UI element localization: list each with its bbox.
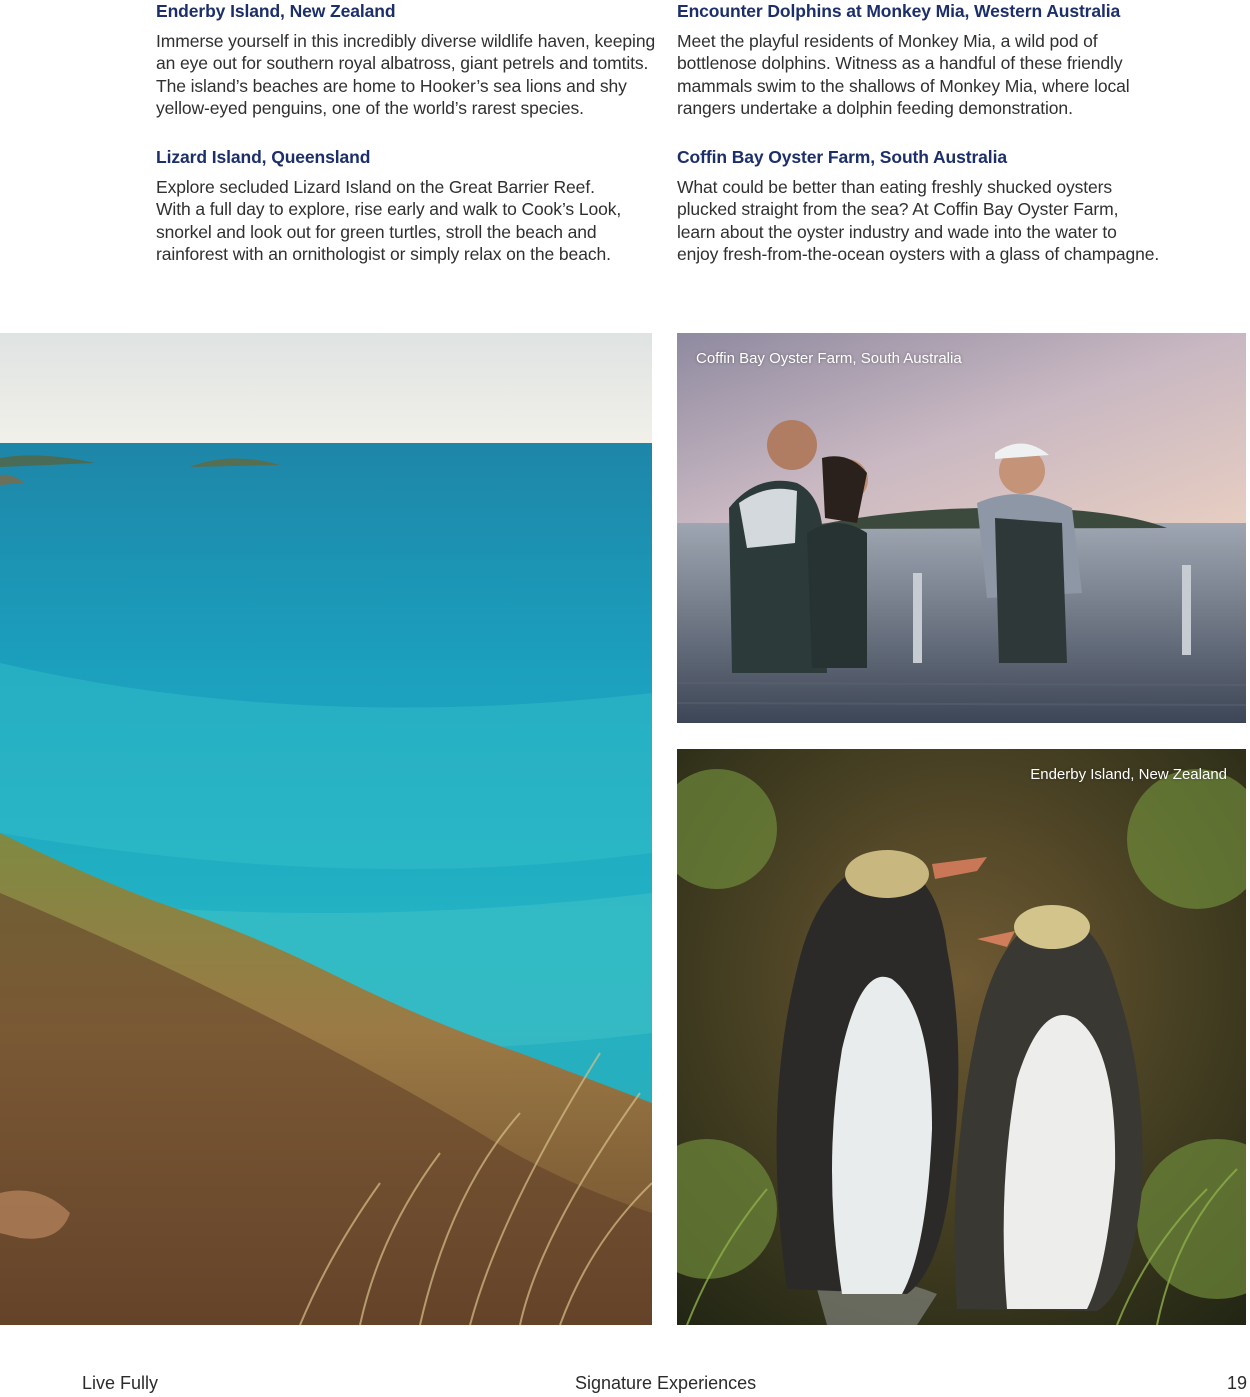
body-line: Meet the playful residents of Monkey Mia, a wild pod of [677,31,1098,51]
body-line: Immerse yourself in this incredibly diverse wildlife haven, keeping [156,31,656,51]
entry-body [677,176,1197,265]
body-line: With a full day to explore, rise early and walk to Cook’s Look, [156,199,622,220]
penguins-illustration [677,749,1246,1325]
body-line: an eye out for southern royal albatross, giant petrels and tomtits. [156,53,649,74]
entry-enderby [156,0,656,119]
body-line: What could be better than eating freshly shucked oysters [677,177,1113,198]
footer-section-title: Signature Experiences [575,1373,757,1393]
penguins-photo [677,749,1246,1325]
entry-lizard-island [156,146,656,265]
body-line: yellow-eyed penguins, one of the world’s rarest species. [156,97,584,118]
entry-title: Enderby Island, New Zealand [156,1,396,21]
footer-left-text: Live Fully [82,1373,159,1393]
body-line: enjoy fresh-from-the-ocean oysters with a glass of champagne. [677,244,1160,265]
body-line: plucked straight from the sea? At Coffin Bay Oyster Farm, [677,199,1119,220]
entry-body [677,30,1197,119]
body-line: mammals swim to the shallows of Monkey Mia, where local [677,75,1130,96]
entry-title: Coffin Bay Oyster Farm, South Australia [677,147,1007,168]
entry-title: Encounter Dolphins at Monkey Mia, Western Australia [677,1,1121,21]
entry-monkey-mia [677,0,1197,119]
oyster-farm-photo [677,333,1246,723]
body-line: Explore secluded Lizard Island on the Great Barrier Reef. [156,177,595,198]
coastline-illustration [0,333,652,1325]
entry-title: Lizard Island, Queensland [156,147,371,168]
body-line: The island’s beaches are home to Hooker’s sea lions and shy [156,75,627,96]
body-line: rainforest with an ornithologist or simply relax on the beach. [156,244,611,265]
body-line: bottlenose dolphins. Witness as a handful of these friendly [677,53,1123,74]
right-text-column [677,0,1197,292]
entry-body [156,176,656,265]
entry-coffin-bay [677,146,1197,265]
oyster-photo-caption: Coffin Bay Oyster Farm, South Australia [696,350,962,367]
body-line: rangers undertake a dolphin feeding demonstration. [677,97,1073,118]
entry-body [156,30,656,119]
penguins-photo-caption: Enderby Island, New Zealand [1030,766,1227,783]
left-text-column [156,0,656,292]
coastline-photo [0,333,652,1325]
body-line: learn about the oyster industry and wade into the water to [677,221,1117,242]
body-line: snorkel and look out for green turtles, stroll the beach and [156,221,597,242]
oyster-farm-illustration [677,333,1246,723]
page-number: 19 [1227,1373,1248,1393]
